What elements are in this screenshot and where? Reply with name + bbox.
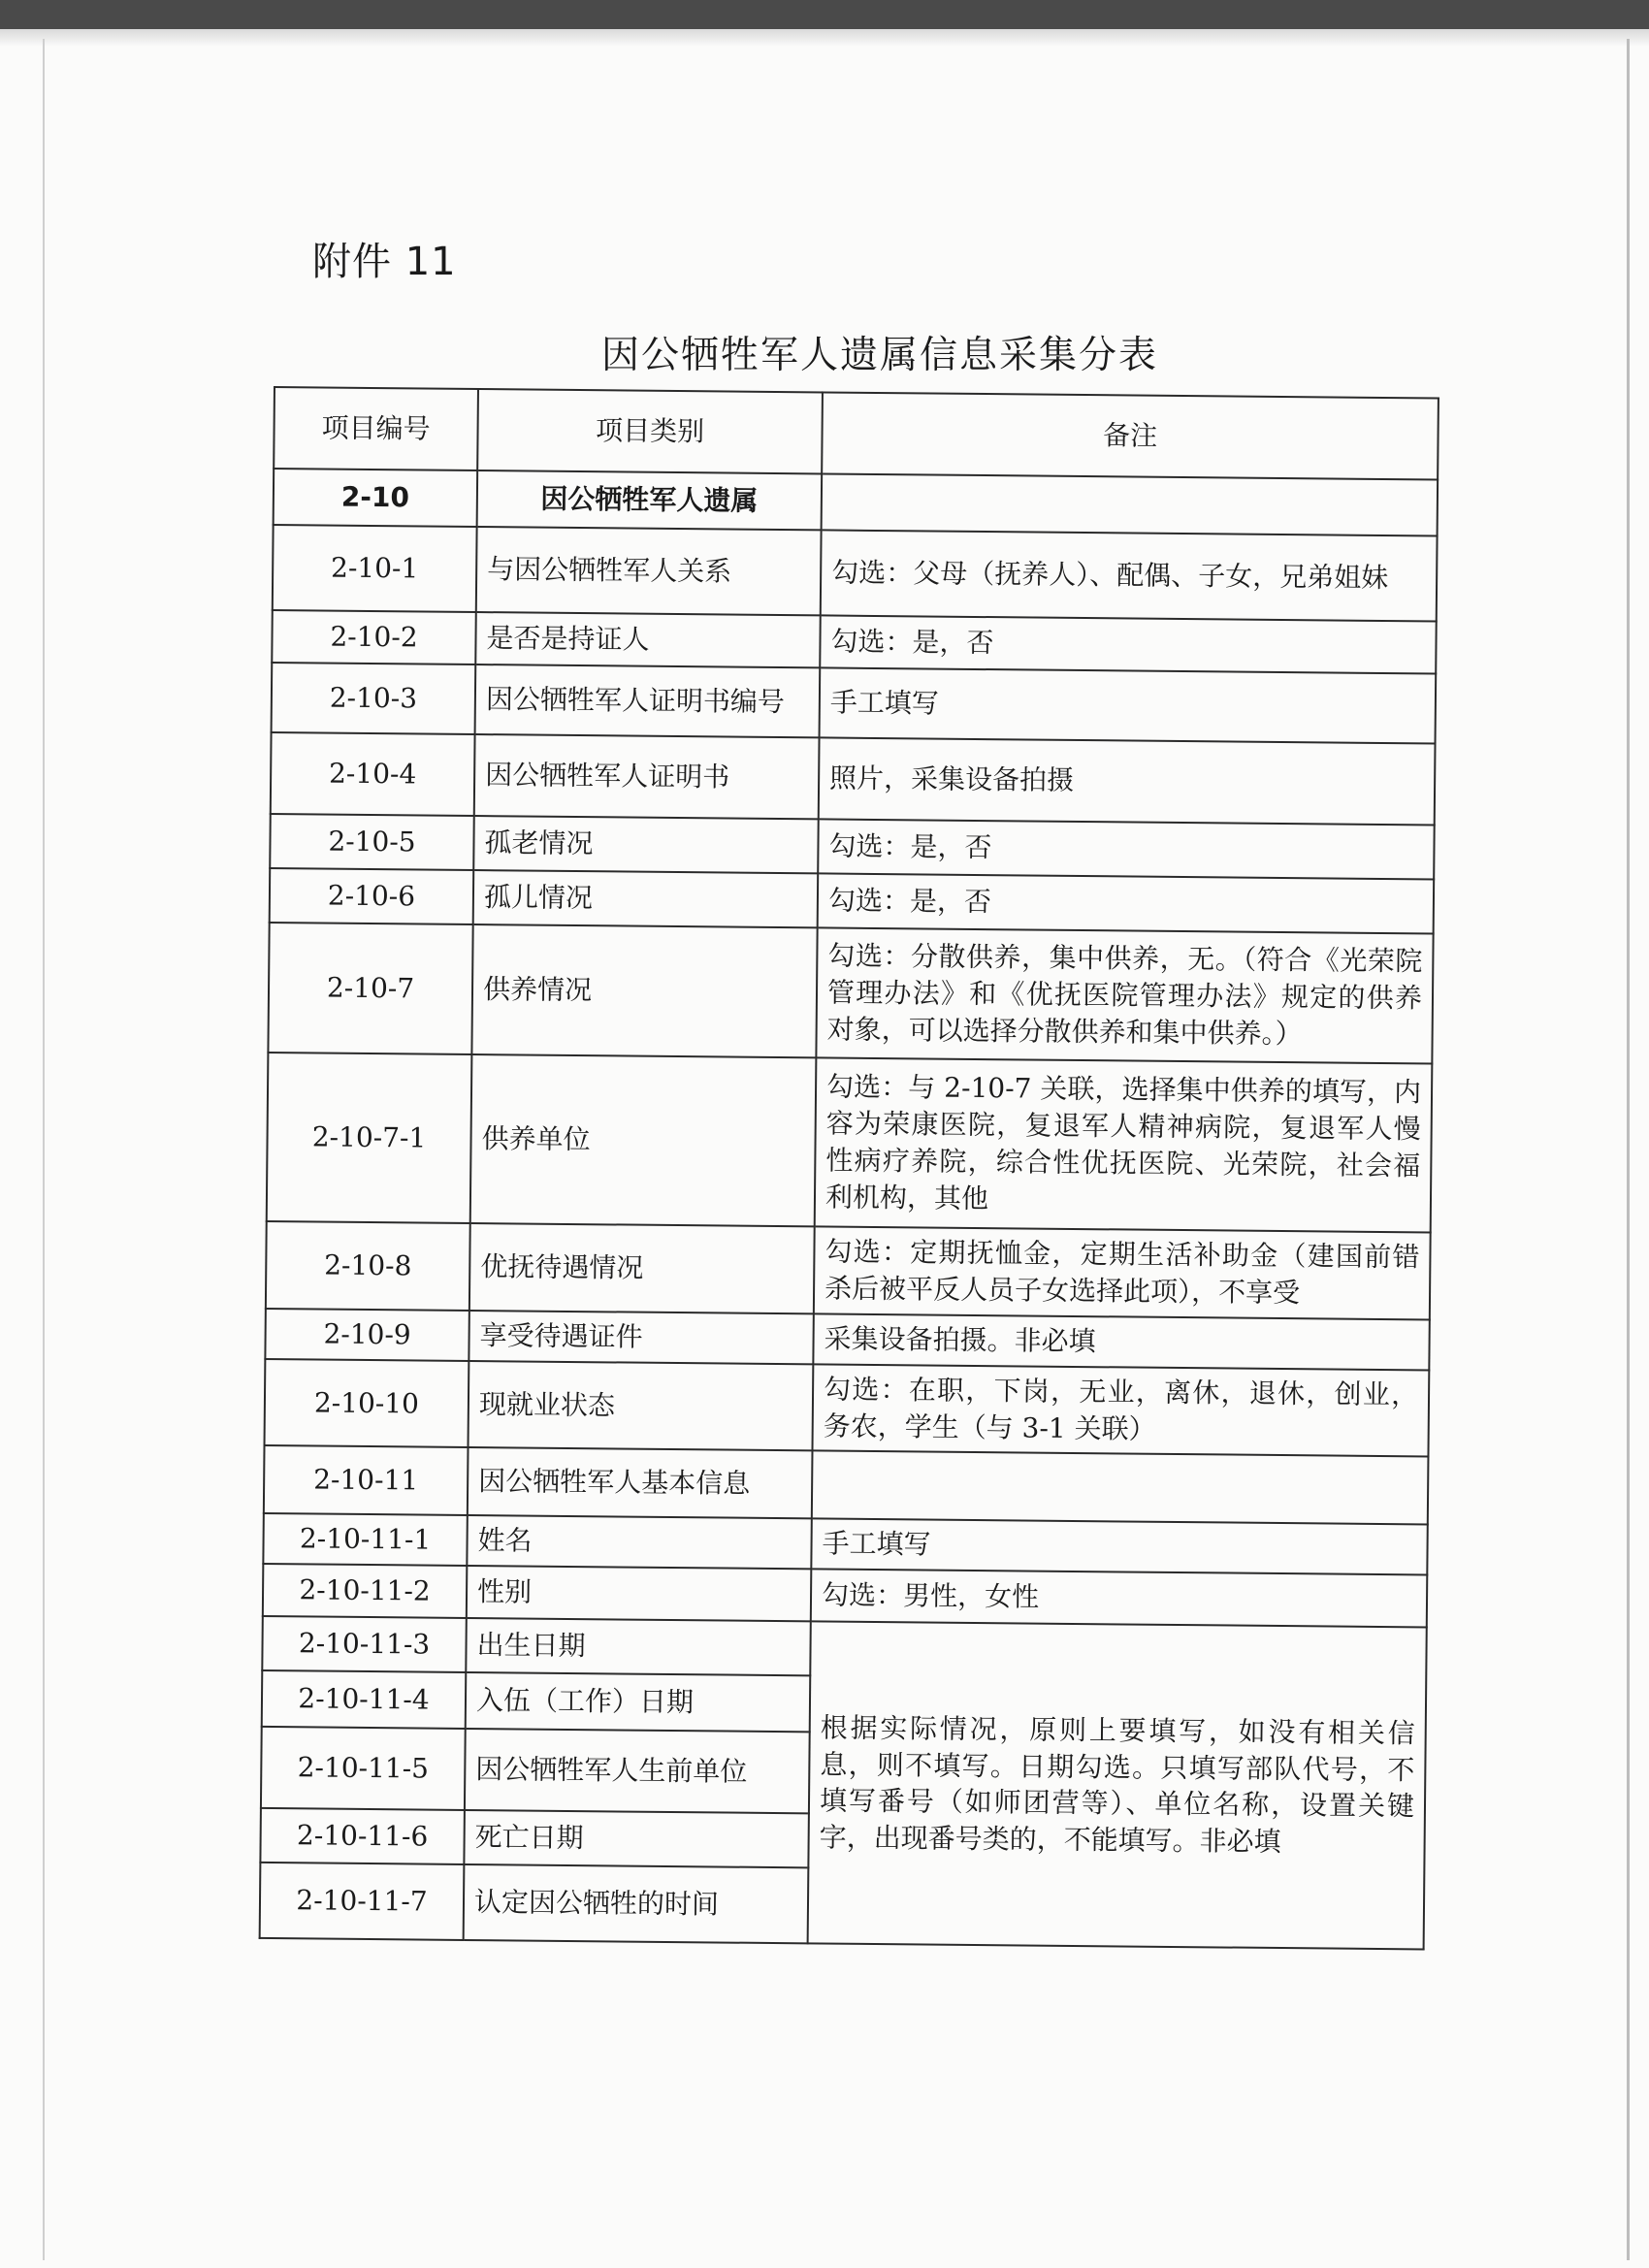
table-row [267,1053,1433,1233]
row-note: 勾选：与 2-10-7 关联，选择集中供养的填写，内容为荣康医院，复退军人精神病院，复退军人慢性病疗养院，综合性优抚医院、光荣院，社会福利机构，其他 [815,1057,1433,1232]
table-row [271,732,1436,826]
attachment-label: 附件 11 [312,240,457,284]
row-note: 勾选：在职，下岗，无业，离休，退休，创业，务农，学生（与 3-1 关联） [812,1364,1429,1457]
row-category: 供养单位 [470,1054,817,1226]
row-note: 勾选：分散供养，集中供养，无。（符合《光荣院管理办法》和《优抚医院管理办法》规定的供养对象，可以选择分散供养和集中供养。） [816,927,1433,1063]
row-note: 手工填写 [820,667,1437,743]
row-category: 享受待遇证件 [469,1311,813,1364]
row-category: 因公牺牲军人基本信息 [468,1447,813,1518]
row-category: 出生日期 [466,1618,811,1675]
row-code: 2-10-11-3 [262,1616,467,1672]
row-code: 2-10-6 [270,868,474,924]
row-note: 勾选：是，否 [820,615,1436,673]
table-row [272,663,1437,744]
row-note: 勾选：男性，女性 [811,1570,1427,1628]
row-note: 照片，采集设备拍摄 [819,737,1436,825]
row-note: 采集设备拍摄。非必填 [813,1313,1429,1370]
row-code: 2-10-8 [266,1221,470,1311]
row-note [812,1451,1429,1525]
row-code: 2-10-4 [271,732,475,816]
row-category: 孤儿情况 [473,870,819,927]
row-category: 死亡日期 [464,1810,809,1867]
table-row [266,1221,1431,1320]
row-category: 现就业状态 [469,1361,814,1451]
row-category: 供养情况 [471,924,817,1057]
row-code: 2-10 [274,469,478,527]
table-row [268,923,1433,1064]
row-code: 2-10-9 [265,1309,469,1361]
row-code: 2-10-11-4 [262,1670,467,1729]
row-code: 2-10-11-1 [263,1513,467,1566]
row-category: 孤老情况 [473,816,819,873]
table-header-row [274,387,1439,480]
row-code: 2-10-11-6 [260,1808,465,1864]
row-code: 2-10-11 [264,1445,469,1515]
header-code: 项目编号 [274,387,478,470]
scan-edge-right [1627,39,1630,2260]
row-category: 因公牺牲军人证明书 [474,734,820,819]
row-category: 因公牺牲军人生前单位 [465,1729,810,1813]
row-category: 优抚待遇情况 [469,1223,815,1313]
row-note: 勾选：是，否 [818,819,1435,879]
row-note: 勾选：定期抚恤金，定期生活补助金（建国前错杀后被平反人员子女选择此项），不享受 [814,1226,1431,1319]
row-category: 是否是持证人 [475,612,821,667]
row-code: 2-10-10 [265,1359,469,1448]
row-code: 2-10-11-7 [260,1863,465,1940]
row-category: 姓名 [467,1515,811,1569]
scan-shadow [0,29,1649,47]
row-category: 认定因公牺牲的时间 [464,1864,809,1943]
row-note: 勾选：父母（抚养人）、配偶、子女，兄弟姐妹 [821,530,1438,621]
scan-edge-left [43,39,45,2260]
page-title: 因公牺牲军人遗属信息采集分表 [601,334,1159,377]
scan-edge-top [0,0,1649,29]
row-note [822,473,1439,535]
row-category: 与因公牺牲军人关系 [476,527,822,615]
row-code: 2-10-2 [272,610,476,664]
merged-note: 根据实际情况，原则上要填写，如没有相关信息，则不填写。日期勾选。只填写部队代号，不填写番号（如师团营等）、单位名称，设置关键字，出现番号类的，不能填写。非必填 [808,1622,1427,1950]
table-body [260,469,1438,1950]
row-code: 2-10-5 [270,814,474,870]
row-code: 2-10-11-2 [263,1564,468,1618]
row-code: 2-10-11-5 [261,1727,466,1810]
table-row [264,1445,1429,1525]
row-category: 因公牺牲军人证明书编号 [475,664,821,737]
info-table [259,386,1439,1951]
header-category: 项目类别 [477,389,823,473]
row-note: 手工填写 [811,1519,1427,1575]
table-row [265,1359,1430,1457]
header-note: 备注 [822,392,1439,479]
row-category: 因公牺牲军人遗属 [477,470,823,530]
row-category: 性别 [467,1566,812,1621]
row-code: 2-10-7-1 [267,1053,472,1223]
table-row [273,525,1438,622]
row-code: 2-10-7 [268,923,472,1054]
row-code: 2-10-3 [272,663,476,734]
row-category: 入伍（工作）日期 [466,1672,811,1732]
row-code: 2-10-1 [273,525,477,612]
row-note: 勾选：是，否 [818,873,1435,933]
